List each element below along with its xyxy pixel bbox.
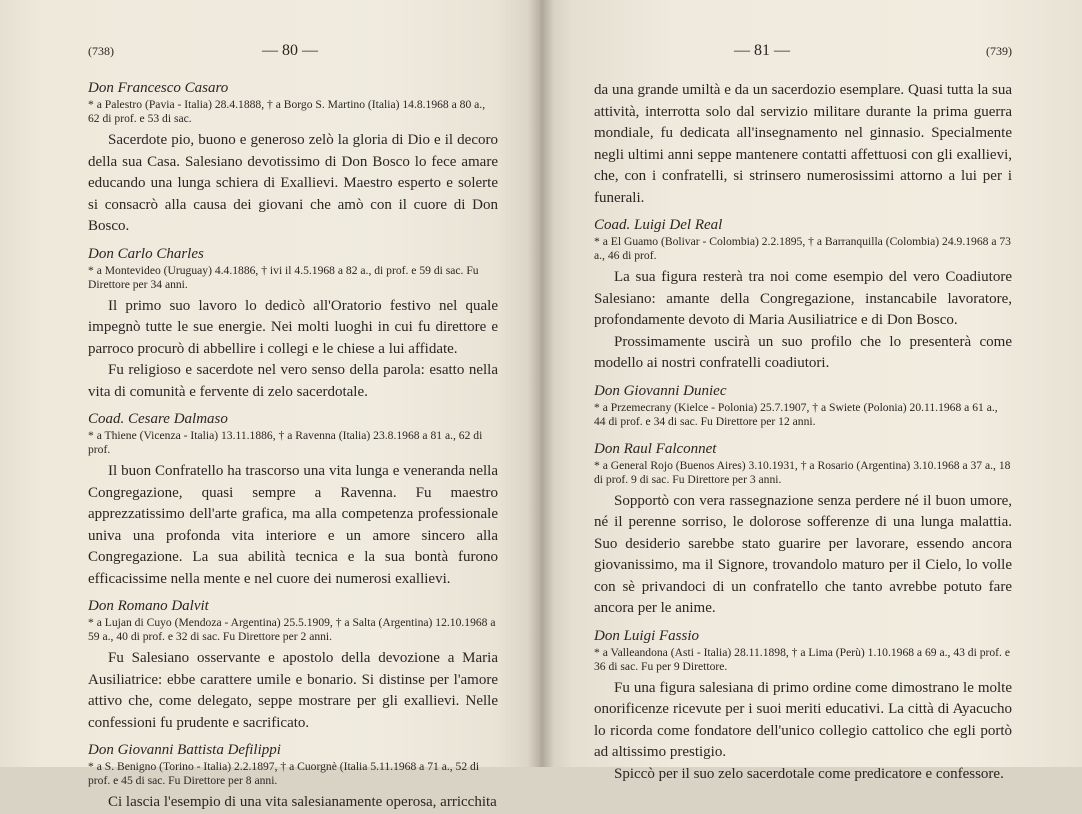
left-page-header: [88, 42, 498, 62]
right-page: [540, 0, 1082, 782]
book-gutter: [528, 0, 554, 767]
obituary-entry: [88, 246, 498, 404]
running-number: (738): [88, 44, 114, 58]
entry-meta: * a El Guamo (Bolivar - Colombia) 2.2.1895, † a Barranquilla (Colombia) 24.9.1968 a 73 a., 46 di prof.: [594, 235, 1011, 262]
obituary-entry: [88, 742, 498, 814]
obituary-entry: [594, 217, 1012, 375]
obituary-entry: [88, 598, 498, 734]
entry-paragraph: La sua figura resterà tra noi come esempio del vero Coadiutore Salesiano: amante della Congregazione, instancabile lavoratore, profondamente devoto di Maria Ausiliatrice e di Don Bosco.: [594, 269, 1012, 328]
entry-name: Coad. Cesare Dalmaso: [88, 411, 228, 427]
page-number: — 80 —: [262, 42, 318, 59]
obituary-entry: [594, 628, 1012, 786]
entry-paragraph: Fu una figura salesiana di primo ordine come dimostrano le molte onorificenze ricevute per i suoi meriti educativi. La città di Ayacucho lo ricorda come fondatore dell'unico collegio cattolico che egli portò ad altissimo prestigio.: [594, 679, 1012, 760]
entry-paragraph: Il primo suo lavoro lo dedicò all'Oratorio festivo nel quale impegnò tutte le sue energie. Nei molti luoghi in cui fu direttore e parroco procurò di abbellire i collegi e le chiese a lui affidate.: [88, 297, 498, 357]
page-number: — 81 —: [734, 42, 790, 59]
continued-paragraph: da una grande umiltà e da un sacerdozio esemplare. Quasi tutta la sua attività, interrotta solo dal servizio militare durante la prima guerra mondiale, fu dedicata all'insegnamento nel ginnasio. Specialmente negli ultimi anni seppe mantenere contatti affettuosi con gli exallievi, che, con i confratelli, si strinsero numerosissimi attorno a lui per i funerali.: [594, 82, 1012, 206]
entry-name: Don Luigi Fassio: [594, 627, 700, 644]
entry-meta: * a S. Benigno (Torino - Italia) 2.2.1897, † a Cuorgnè (Italia 5.11.1968 a 71 a., 52 di prof. e 45 di sac. Fu Direttore per 8 anni.: [88, 760, 480, 787]
entry-name: Don Giovanni Duniec: [594, 382, 727, 399]
entry-name: Don Giovanni Battista Defilippi: [88, 742, 281, 758]
entry-meta: * a Przemecrany (Kielce - Polonia) 25.7.1907, † a Swiete (Polonia) 20.11.1968 a 61 a., 44 di prof. e 34 di sac. Fu Direttore per 12 anni.: [594, 400, 998, 428]
entry-name: Don Carlo Charles: [88, 245, 204, 262]
entry-meta: * a Montevideo (Uruguay) 4.4.1886, † ivi il 4.5.1968 a 82 a., di prof. e 59 di sac. Fu Direttore per 34 anni.: [88, 263, 479, 291]
entry-name: Don Raul Falconnet: [594, 440, 717, 457]
entry-paragraph: Sacerdote pio, buono e generoso zelò la gloria di Dio e il decoro della sua Casa. Salesiano devotissimo di Don Bosco lo fece amare educando una lunga schiera di Exallievi. Maestro esperto e solerte si consacrò alla causa dei giovani che amò con il cuore di Don Bosco.: [88, 132, 498, 234]
left-page: [0, 0, 540, 810]
obituary-entry: [594, 383, 1012, 429]
obituary-entry: [594, 441, 1012, 620]
entry-name: Coad. Luigi Del Real: [594, 217, 723, 233]
entry-name: Don Romano Dalvit: [88, 598, 209, 614]
entry-name: Don Francesco Casaro: [88, 80, 229, 96]
right-page-header: [594, 42, 1012, 62]
entry-meta: * a General Rojo (Buenos Aires) 3.10.1931, † a Rosario (Argentina) 3.10.1968 a 37 a., 18 di prof. 9 di sac. Fu Direttore per 3 anni.: [594, 458, 1011, 486]
entry-paragraph: Sopportò con vera rassegnazione senza perdere né il buon umore, né il perenne sorriso, le dolorose sofferenze di una lunga malattia. Suo desiderio sarebbe stato guarire per lavorare, essendo ancora giovanissimo, ma il Signore, trovandolo maturo per il Cielo, lo volle con sè privandoci di un confratello che tanto avrebbe potuto fare ancora per le anime.: [594, 492, 1012, 616]
entry-paragraph: Fu religioso e sacerdote nel vero senso della parola: esatto nella vita di comunità e fervente di zelo sacerdotale.: [88, 362, 498, 400]
entry-meta: * a Thiene (Vicenza - Italia) 13.11.1886, † a Ravenna (Italia) 23.8.1968 a 81 a., 62 di prof.: [88, 429, 483, 456]
entry-paragraph: Ci lascia l'esempio di una vita salesianamente operosa, arricchita: [108, 794, 497, 810]
running-number: (739): [986, 44, 1012, 58]
obituary-entry: [88, 411, 498, 590]
entry-paragraph: Il buon Confratello ha trascorso una vita lunga e veneranda nella Congregazione, quasi sempre a Ravenna. Fu maestro apprezzatissimo dell'arte grafica, ma alla competenza professionale univa una profonda vita interiore e un amore sincero alla Congregazione. La sua abilità tecnica e la sua bontà furono efficacissime nella mente e nel cuore dei numerosi exallievi.: [88, 463, 498, 587]
obituary-entry: [88, 80, 498, 238]
entry-meta: * a Palestro (Pavia - Italia) 28.4.1888, † a Borgo S. Martino (Italia) 14.8.1968 a 80 a., 62 di prof. e 53 di sac.: [88, 98, 486, 125]
entry-meta: * a Lujan di Cuyo (Mendoza - Argentina) 25.5.1909, † a Salta (Argentina) 12.10.1968 a 59 a., 40 di prof. e 32 di sac. Fu Direttore per 2 anni.: [88, 616, 496, 643]
entry-paragraph: Spiccò per il suo zelo sacerdotale come predicatore e confessore.: [614, 765, 1004, 782]
entry-meta: * a Valleandona (Asti - Italia) 28.11.1898, † a Lima (Perù) 1.10.1968 a 69 a., 43 di prof. e 36 di sac. Fu per 9 Direttore.: [594, 645, 1010, 673]
entry-paragraph: Prossimamente uscirà un suo profilo che lo presenterà come modello ai nostri confratelli coadiutori.: [594, 333, 1012, 371]
entry-paragraph: Fu Salesiano osservante e apostolo della devozione a Maria Ausiliatrice: ebbe carattere umile e bonario. Si distinse per l'amore attivo che, come delegato, seppe mostrare per gli exallievi. Nelle confessioni fu prudente e sacrificato.: [88, 650, 498, 731]
